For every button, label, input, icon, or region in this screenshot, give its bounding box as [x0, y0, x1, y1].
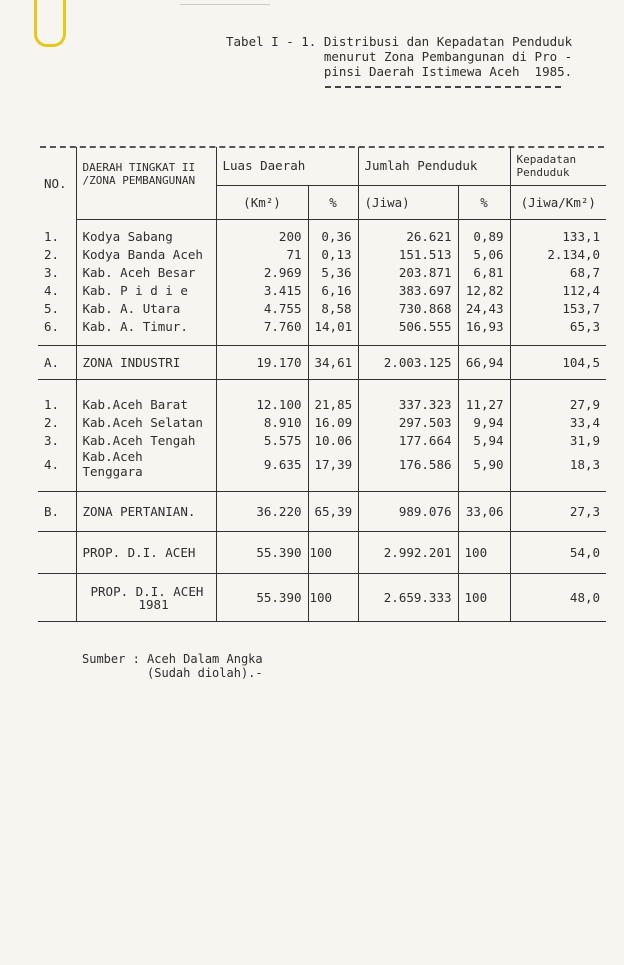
header-jumlah: Jumlah Penduduk [358, 147, 510, 185]
row-jumlah-pct: 6,81 [458, 263, 510, 281]
row-name [76, 573, 216, 621]
row-kepadatan: 153,7 [510, 299, 606, 317]
title-underline [325, 86, 561, 88]
table-row [38, 413, 606, 431]
row-jumlah-pct: 100 [458, 531, 510, 573]
zone-total-row [38, 345, 606, 379]
row-no: 1. [44, 396, 60, 412]
row-no: 1. [44, 228, 60, 244]
row-jumlah-pct: 16,93 [458, 317, 510, 335]
header-kepadatan-line2: Penduduk [516, 165, 570, 179]
row-jumlah: 176.586 [358, 449, 458, 479]
row-name: Kodya Banda Aceh [76, 245, 216, 263]
row-name: Kab.Aceh Selatan [76, 413, 216, 431]
title-line-3: pinsi Daerah Istimewa Aceh 1985. [226, 64, 573, 79]
header-jumlah-pct: % [458, 185, 510, 219]
header-luas: Luas Daerah [216, 147, 358, 185]
row-name: Kab. Aceh Besar [76, 263, 216, 281]
row-jumlah: 989.076 [358, 491, 458, 531]
row-luas: 2.969 [216, 263, 308, 281]
row-luas-pct: 6,16 [308, 281, 358, 299]
row-kepadatan: 18,3 [510, 449, 606, 479]
row-no: 3. [44, 264, 60, 280]
source-line-1: Sumber : Aceh Dalam Angka [82, 652, 263, 666]
row-luas: 9.635 [216, 449, 308, 479]
row-luas-pct: 16.09 [308, 413, 358, 431]
scan-artifact-line [180, 4, 270, 5]
row-kepadatan: 65,3 [510, 317, 606, 335]
row-kepadatan: 48,0 [510, 573, 606, 621]
table-row [38, 227, 606, 245]
row-no: A. [44, 354, 60, 370]
province-1981-row [38, 573, 606, 621]
header-daerah-line1: DAERAH TINGKAT II [82, 161, 196, 174]
row-kepadatan: 112,4 [510, 281, 606, 299]
row-jumlah: 297.503 [358, 413, 458, 431]
row-no: 3. [44, 432, 60, 448]
header-luas-pct: % [308, 185, 358, 219]
row-name: PROP. D.I. ACEH [76, 531, 216, 573]
row-jumlah: 337.323 [358, 395, 458, 413]
source-note [82, 652, 263, 680]
header-kepadatan-line1: Kepadatan [516, 152, 577, 166]
row-luas: 4.755 [216, 299, 308, 317]
row-jumlah-pct: 33,06 [458, 491, 510, 531]
row-luas: 3.415 [216, 281, 308, 299]
row-jumlah: 2.659.333 [358, 573, 458, 621]
row-jumlah-pct: 0,89 [458, 227, 510, 245]
title-line-2: menurut Zona Pembangunan di Pro - [226, 49, 573, 64]
row-luas-pct: 10.06 [308, 431, 358, 449]
header-daerah-line2: /ZONA PEMBANGUNAN [82, 174, 196, 187]
row-luas: 200 [216, 227, 308, 245]
table-title [226, 34, 572, 79]
row-kepadatan: 133,1 [510, 227, 606, 245]
population-table [38, 147, 606, 622]
row-kepadatan: 27,3 [510, 491, 606, 531]
row-name: ZONA PERTANIAN. [76, 491, 216, 531]
row-luas-pct: 100 [308, 573, 358, 621]
source-line-2: (Sudah diolah).- [82, 666, 263, 680]
row-jumlah-pct: 11,27 [458, 395, 510, 413]
row-kepadatan: 27,9 [510, 395, 606, 413]
row-jumlah: 383.697 [358, 281, 458, 299]
row-name: Kodya Sabang [76, 227, 216, 245]
header-no: NO. [44, 175, 67, 191]
row-name: ZONA INDUSTRI [76, 345, 216, 379]
row-luas-pct: 21,85 [308, 395, 358, 413]
row-jumlah: 2.003.125 [358, 345, 458, 379]
row-luas: 8.910 [216, 413, 308, 431]
row-kepadatan: 33,4 [510, 413, 606, 431]
header-row-1 [38, 147, 606, 185]
row-kepadatan: 2.134,0 [510, 245, 606, 263]
row-jumlah-pct: 5,94 [458, 431, 510, 449]
table-row [38, 431, 606, 449]
row-jumlah: 151.513 [358, 245, 458, 263]
row-name: Kab. P i d i e [76, 281, 216, 299]
table-row [38, 449, 606, 479]
row-jumlah-pct: 100 [458, 573, 510, 621]
row-no: 2. [44, 246, 60, 262]
row-luas-pct: 65,39 [308, 491, 358, 531]
row-luas-pct: 100 [308, 531, 358, 573]
row-jumlah-pct: 66,94 [458, 345, 510, 379]
row-no: 2. [44, 414, 60, 430]
table-row [38, 317, 606, 335]
row-jumlah: 730.868 [358, 299, 458, 317]
row-jumlah-pct: 12,82 [458, 281, 510, 299]
row-name: Kab. A. Timur. [76, 317, 216, 335]
row-luas-pct: 8,58 [308, 299, 358, 317]
row-jumlah-pct: 5,06 [458, 245, 510, 263]
row-no: 5. [44, 300, 60, 316]
row-no: B. [44, 503, 60, 519]
row-jumlah: 26.621 [358, 227, 458, 245]
row-jumlah: 177.664 [358, 431, 458, 449]
row-luas-pct: 0,36 [308, 227, 358, 245]
row-luas-pct: 0,13 [308, 245, 358, 263]
header-kepadatan-unit: (Jiwa/Km²) [510, 185, 606, 219]
row-jumlah-pct: 9,94 [458, 413, 510, 431]
header-jumlah-unit: (Jiwa) [358, 185, 458, 219]
row-luas-pct: 34,61 [308, 345, 358, 379]
row-luas-pct: 14,01 [308, 317, 358, 335]
row-name: Kab.Aceh Barat [76, 395, 216, 413]
row-kepadatan: 54,0 [510, 531, 606, 573]
row-no: 6. [44, 318, 60, 334]
row-name: Kab. A. Utara [76, 299, 216, 317]
row-jumlah: 506.555 [358, 317, 458, 335]
paper-clip-mark [34, 0, 66, 47]
row-luas: 55.390 [216, 573, 308, 621]
row-kepadatan: 68,7 [510, 263, 606, 281]
row-name-line2: 1981 [138, 597, 169, 612]
row-luas: 36.220 [216, 491, 308, 531]
row-jumlah: 203.871 [358, 263, 458, 281]
table-row [38, 281, 606, 299]
header-luas-unit: (Km²) [216, 185, 308, 219]
header-kepadatan [510, 147, 606, 185]
row-luas: 19.170 [216, 345, 308, 379]
row-kepadatan: 31,9 [510, 431, 606, 449]
province-total-row [38, 531, 606, 573]
row-luas: 7.760 [216, 317, 308, 335]
row-luas: 5.575 [216, 431, 308, 449]
row-no: 4. [44, 456, 60, 472]
row-name: Kab.Aceh Tenggara [76, 449, 216, 479]
title-line-1: Tabel I - 1. Distribusi dan Kepadatan Penduduk [226, 34, 573, 49]
zone-total-row [38, 491, 606, 531]
row-kepadatan: 104,5 [510, 345, 606, 379]
row-jumlah-pct: 5,90 [458, 449, 510, 479]
row-name-line1: PROP. D.I. ACEH [90, 584, 204, 599]
table-row [38, 395, 606, 413]
table-row [38, 245, 606, 263]
row-no: 4. [44, 282, 60, 298]
row-jumlah-pct: 24,43 [458, 299, 510, 317]
row-luas: 71 [216, 245, 308, 263]
row-jumlah: 2.992.201 [358, 531, 458, 573]
row-luas: 55.390 [216, 531, 308, 573]
table-row [38, 299, 606, 317]
row-luas-pct: 5,36 [308, 263, 358, 281]
table-row [38, 263, 606, 281]
header-daerah [76, 147, 216, 219]
row-luas-pct: 17,39 [308, 449, 358, 479]
row-luas: 12.100 [216, 395, 308, 413]
row-name: Kab.Aceh Tengah [76, 431, 216, 449]
